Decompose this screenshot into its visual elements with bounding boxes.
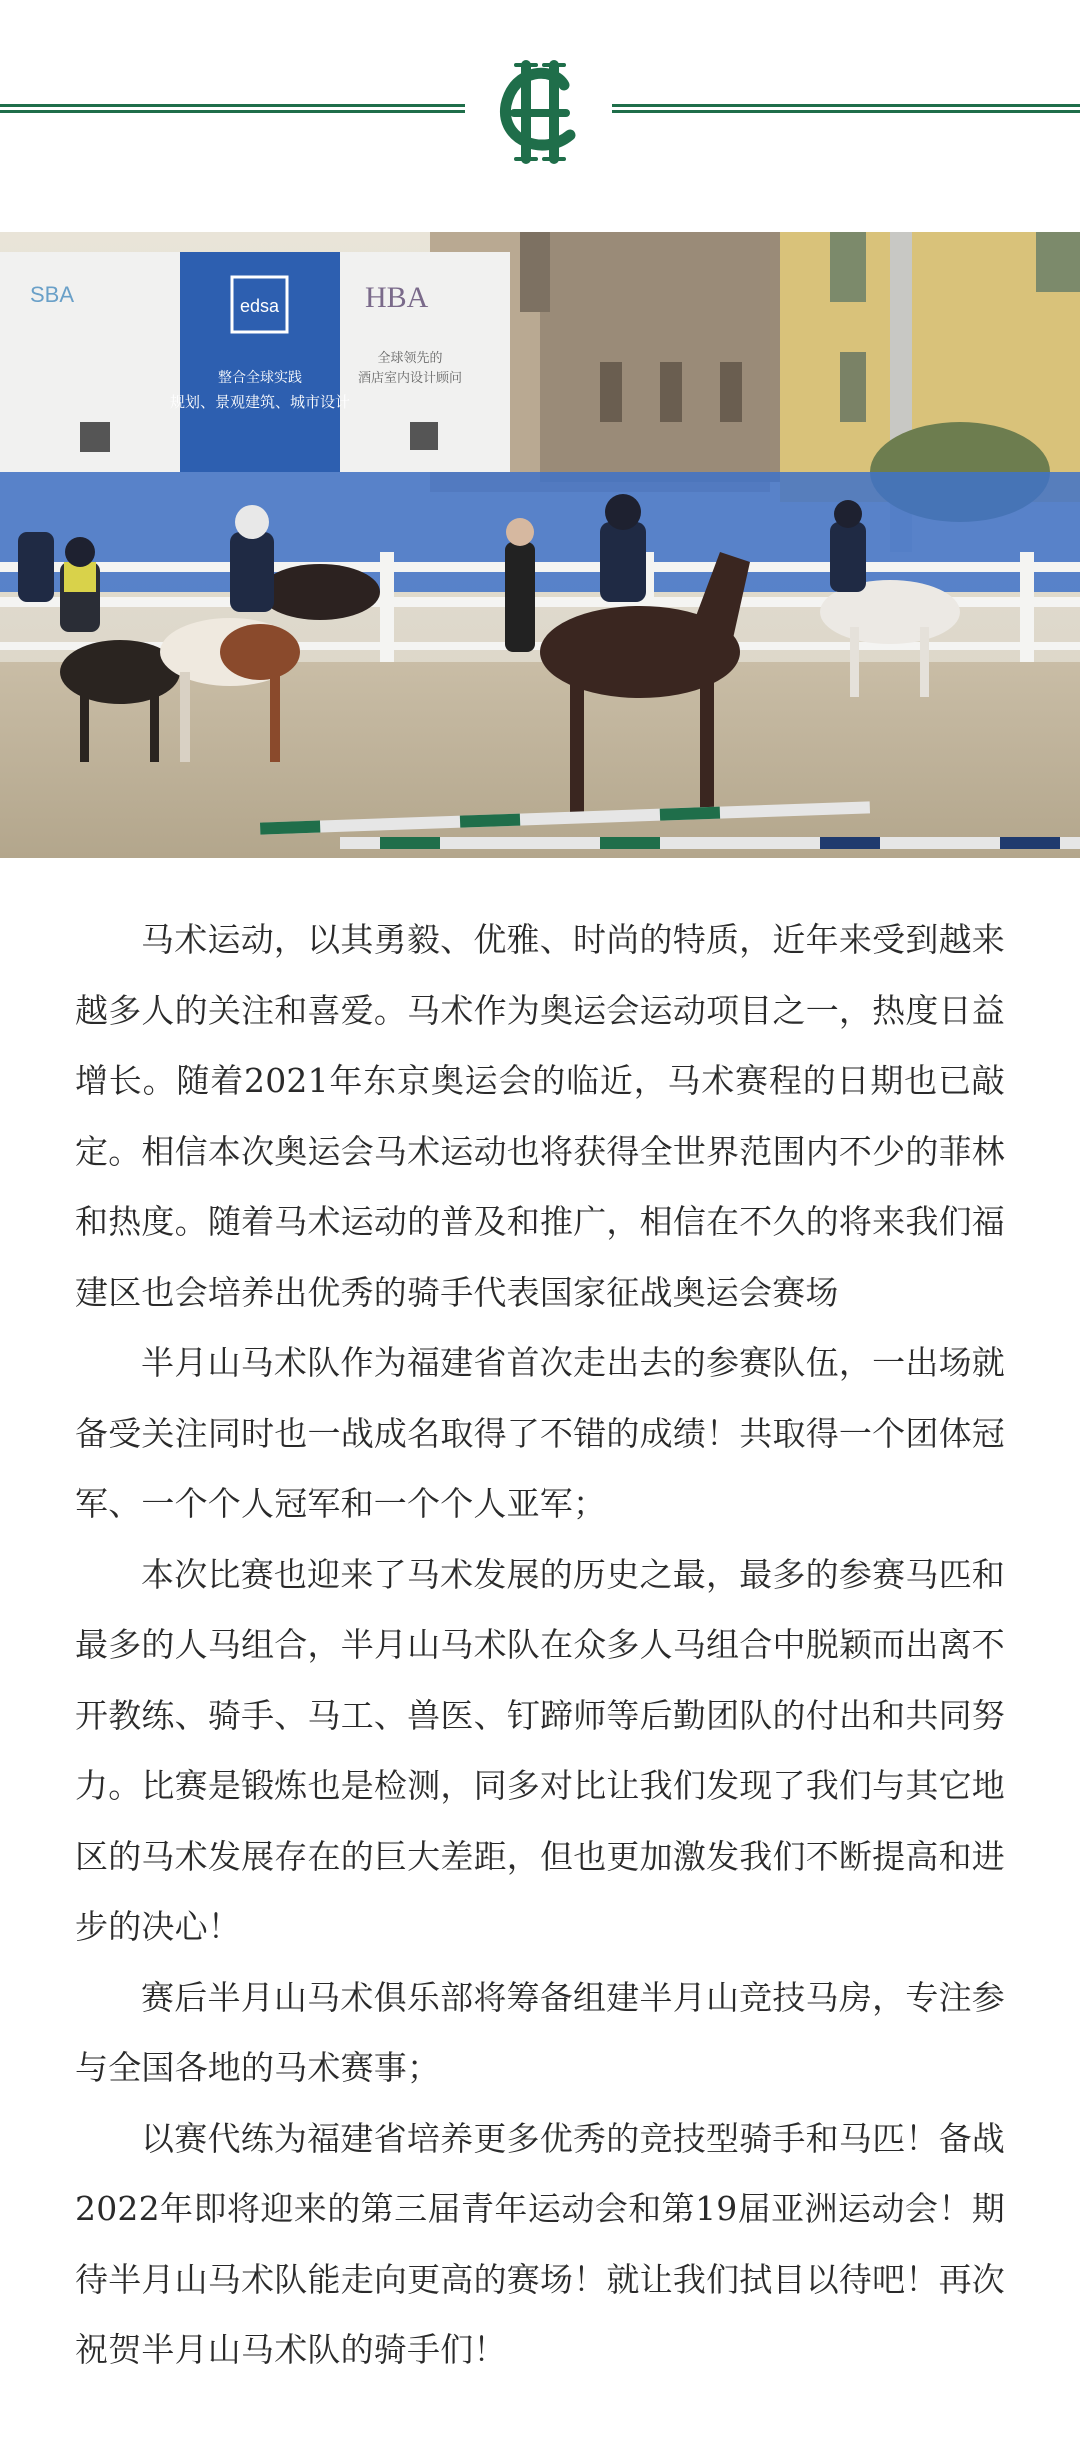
equestrian-photo [0, 232, 1080, 858]
paragraph: 半月山马术队作为福建省首次走出去的参赛队伍，一出场就备受关注同时也一战成名取得了不错的成绩！共取得一个团体冠军、一个个人冠军和一个个人亚军； [75, 1343, 1005, 1523]
hc-monogram-icon [484, 55, 596, 167]
billboard-brand-2-line-2: 规划、景观建筑、城市设计 [169, 393, 351, 411]
paragraph: 马术运动，以其勇毅、优雅、时尚的特质，近年来受到越来越多人的关注和喜爱。马术作为奥运会运动项目之一，热度日益增长。随着2021年东京奥运会的临近，马术赛程的日期也已敲定。相信本次奥运会马术运动也将获得全世界范围内不少的菲林和热度。随着马术运动的普及和推广，相信在不久的将来我们福建区也会培养出优秀的骑手代表国家征战奥运会赛场 [75, 920, 1005, 1312]
billboard-brand-3: HBA [365, 281, 429, 314]
billboard-brand-2: edsa [239, 296, 280, 316]
paragraph: 本次比赛也迎来了马术发展的历史之最，最多的参赛马匹和最多的人马组合，半月山马术队在众多人马组合中脱颖而出离不开教练、骑手、马工、兽医、钉蹄师等后勤团队的付出和共同努力。比赛是锻炼也是检测，同多对比让我们发现了我们与其它地区的马术发展存在的巨大差距，但也更加激发我们不断提高和进步的决心！ [75, 1554, 1005, 1946]
header-rule-right [612, 104, 1080, 113]
paragraph: 赛后半月山马术俱乐部将筹备组建半月山竞技马房，专注参与全国各地的马术赛事； [75, 1977, 1005, 2087]
billboard-brand-2-line-1: 整合全球实践 [218, 370, 302, 386]
billboard-brand-3-line-2: 酒店室内设计顾问 [357, 371, 463, 386]
billboard-brand-3-line-1: 全球领先的 [377, 351, 443, 366]
header-rule-left [0, 104, 465, 113]
page-header [0, 0, 1080, 230]
paragraph: 以赛代练为福建省培养更多优秀的竞技型骑手和马匹！备战2022年即将迎来的第三届青年运动会和第19届亚洲运动会！期待半月山马术队能走向更高的赛场！就让我们拭目以待吧！再次祝贺半月山马术队的骑手们！ [75, 2118, 1005, 2369]
article-body [75, 905, 1005, 2386]
billboard-brand-1: SBA [30, 282, 75, 307]
